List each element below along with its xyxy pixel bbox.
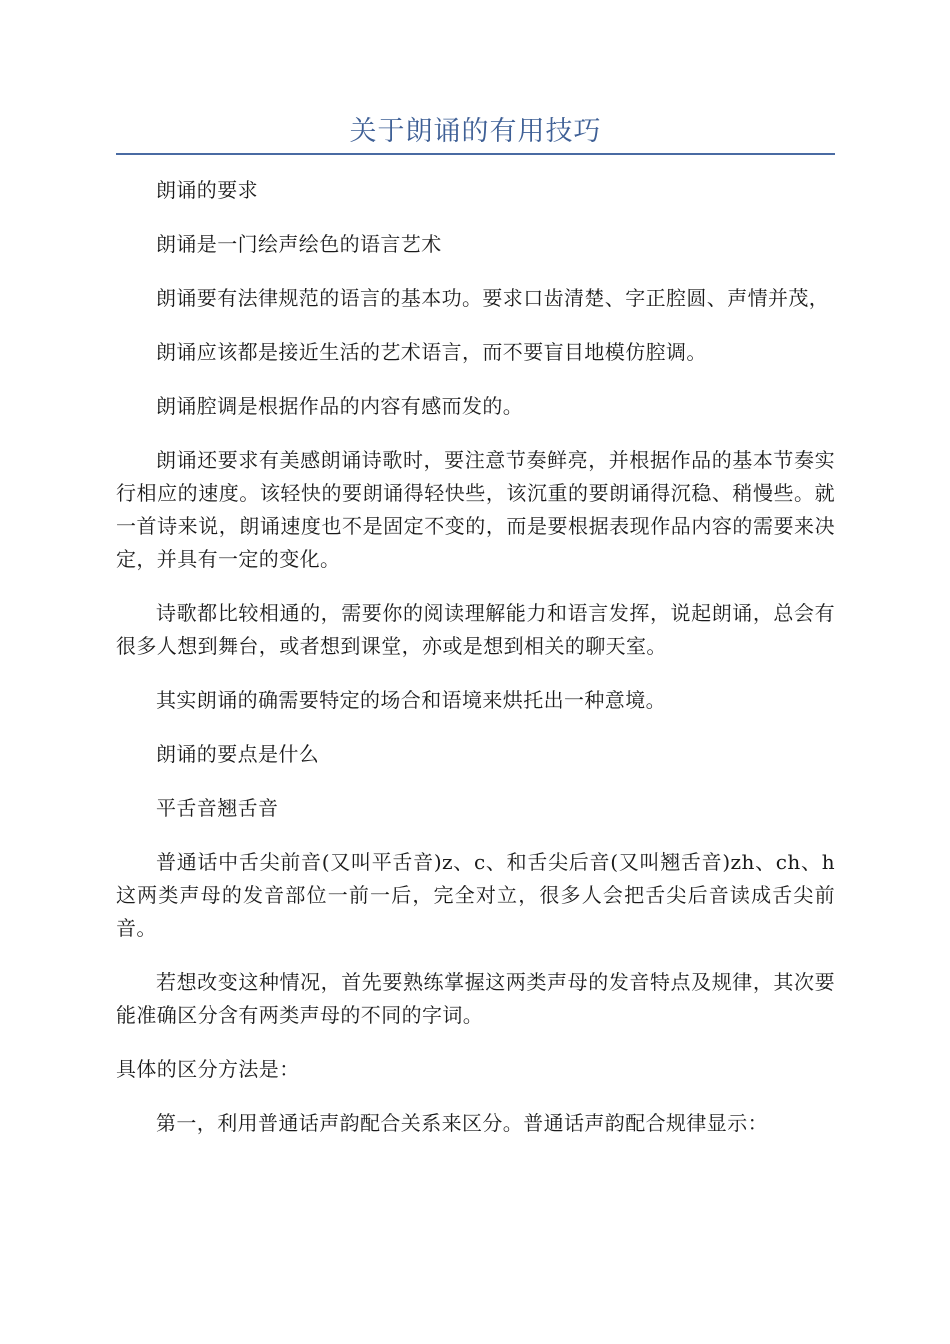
- paragraph: 朗诵应该都是接近生活的艺术语言，而不要盲目地模仿腔调。: [156, 340, 707, 364]
- section-heading: 朗诵的要点是什么: [156, 742, 320, 766]
- paragraph: 其实朗诵的确需要特定的场合和语境来烘托出一种意境。: [156, 688, 666, 712]
- page-title: 关于朗诵的有用技巧: [349, 116, 602, 147]
- subsection-heading: 平舌音翘舌音: [156, 796, 279, 820]
- paragraph: 普通话中舌尖前音(又叫平舌音)z、c、和舌尖后音(又叫翘舌音)zh、ch、h这两类声母的发音部位一前一后，完全对立，很多人会把舌尖后音读成舌尖前音。: [116, 850, 835, 940]
- paragraph: 若想改变这种情况，首先要熟练掌握这两类声母的发音特点及规律，其次要能准确区分含有两类声母的不同的字词。: [116, 970, 835, 1027]
- document-body: [116, 174, 835, 1161]
- paragraph: 朗诵是一门绘声绘色的语言艺术: [156, 232, 442, 256]
- paragraph: 诗歌都比较相通的，需要你的阅读理解能力和语言发挥，说起朗诵，总会有很多人想到舞台，或者想到课堂，亦或是想到相关的聊天室。: [116, 601, 835, 658]
- paragraph: 具体的区分方法是：: [116, 1057, 300, 1081]
- paragraph: 朗诵要有法律规范的语言的基本功。要求口齿清楚、字正腔圆、声情并茂，: [156, 286, 830, 310]
- title-underline: [116, 153, 835, 155]
- paragraph: 第一，利用普通话声韵配合关系来区分。普通话声韵配合规律显示：: [156, 1111, 768, 1135]
- paragraph: 朗诵的要求: [156, 178, 258, 202]
- paragraph: 朗诵还要求有美感朗诵诗歌时，要注意节奏鲜亮，并根据作品的基本节奏实行相应的速度。该轻快的要朗诵得轻快些，该沉重的要朗诵得沉稳、稍慢些。就一首诗来说，朗诵速度也不是固定不变的，而是要根据表现作品内容的需要来决定，并具有一定的变化。: [116, 448, 835, 571]
- paragraph: 朗诵腔调是根据作品的内容有感而发的。: [156, 394, 524, 418]
